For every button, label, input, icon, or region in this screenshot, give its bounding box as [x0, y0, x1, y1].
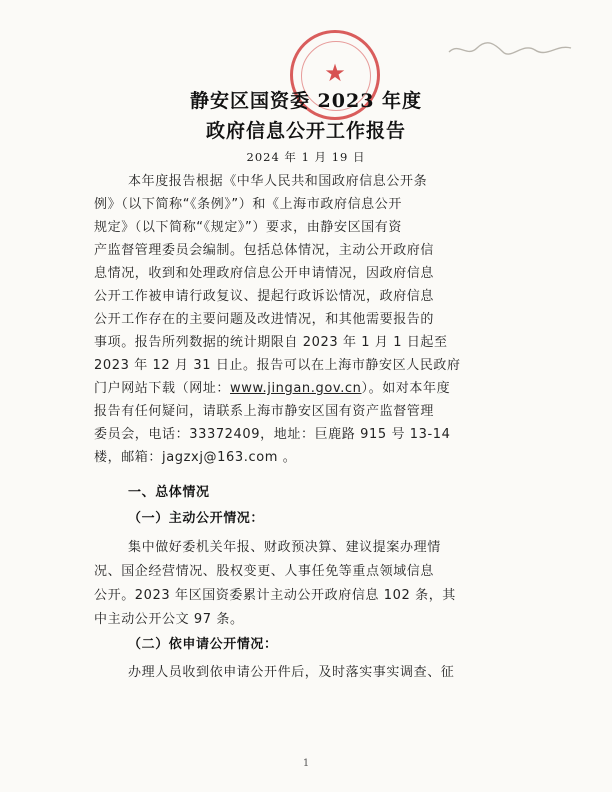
handwritten-mark	[445, 38, 575, 60]
paragraph-line: 楼，邮箱：jagzxj@163.com 。	[94, 450, 297, 465]
paragraph-line: 2023 年 12 月 31 日止。报告可以在上海市静安区人民政府	[94, 358, 461, 373]
paragraph-text: 门户网站下载（网址：	[94, 381, 231, 396]
paragraph-line: 事项。报告所列数据的统计期限自 2023 年 1 月 1 日起至	[94, 335, 448, 350]
paragraph-line-with-url	[94, 377, 450, 399]
subsection-heading: （一）主动公开情况：	[128, 511, 265, 526]
report-title-line1: 静安区国资委 2023 年度	[189, 90, 423, 112]
report-title-line2: 政府信息公开工作报告	[205, 120, 406, 142]
subsection-heading: （二）依申请公开情况：	[128, 637, 278, 652]
paragraph-line: 况、国企经营情况、股权变更、人事任免等重点领域信息	[94, 564, 435, 579]
paragraph-line: 本年度报告根据《中华人民共和国政府信息公开条	[128, 174, 428, 189]
paragraph-text: ）。如对本年度	[361, 381, 451, 396]
paragraph-line: 公开工作存在的主要问题及改进情况，和其他需要报告的	[94, 312, 435, 327]
paragraph-line: 办理人员收到依申请公开件后，及时落实事实调查、征	[128, 665, 455, 680]
report-date: 2024 年 1 月 19 日	[246, 150, 366, 164]
paragraph-line: 公开。2023 年区国资委累计主动公开政府信息 102 条，其	[94, 588, 456, 603]
paragraph-line: 委员会，电话：33372409，地址：巨鹿路 915 号 13-14	[94, 427, 451, 442]
paragraph-line: 中主动公开公文 97 条。	[94, 612, 244, 627]
seal-star-icon: ★	[324, 59, 346, 87]
section-heading: 一、总体情况	[128, 485, 210, 500]
paragraph-line: 息情况，收到和处理政府信息公开申请情况，因政府信息	[94, 266, 435, 281]
paragraph-line: 公开工作被申请行政复议、提起行政诉讼情况，政府信息	[94, 289, 435, 304]
paragraph-line: 集中做好委机关年报、财政预决算、建议提案办理情	[128, 540, 441, 555]
paragraph-line: 报告有任何疑问，请联系上海市静安区国有资产监督管理	[94, 404, 435, 419]
paragraph-line: 产监督管理委员会编制。包括总体情况，主动公开政府信	[94, 243, 435, 258]
paragraph-line: 例》（以下简称“《条例》”）和《上海市政府信息公开	[94, 197, 402, 212]
paragraph-line: 规定》（以下简称“《规定》”）要求，由静安区国有资	[94, 220, 402, 235]
website-link[interactable]: www.jingan.gov.cn	[230, 381, 362, 396]
page-number: 1	[302, 758, 310, 769]
